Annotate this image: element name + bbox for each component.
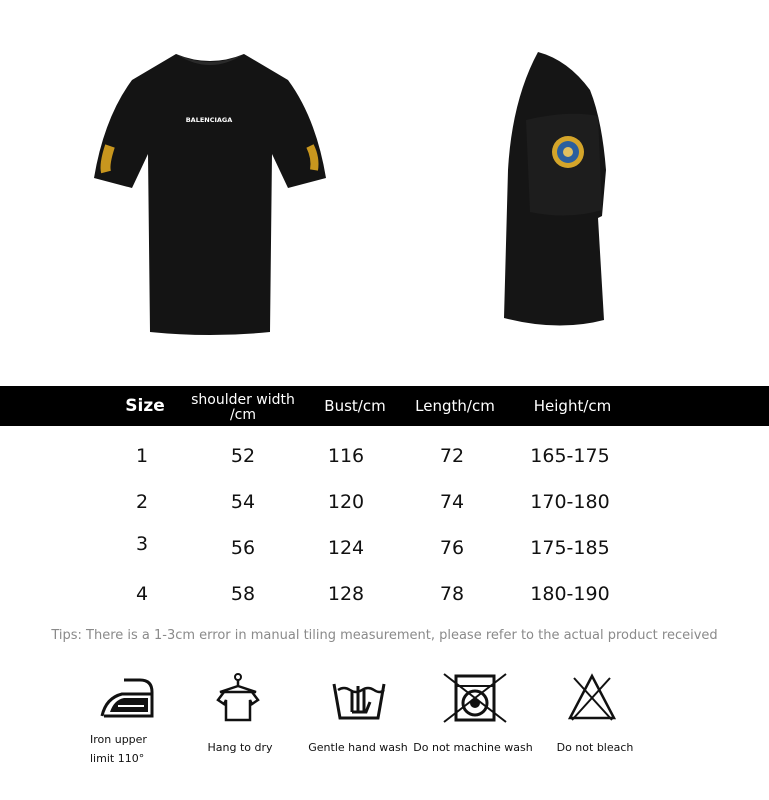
cell-size: 1	[135, 445, 149, 467]
product-images	[0, 0, 769, 385]
measurement-tip: Tips: There is a 1-3cm error in manual tiling measurement, please refer to the actual product received	[51, 628, 718, 643]
header-shoulder	[180, 388, 306, 428]
cell-length: 74	[439, 491, 465, 513]
hand-wash-icon	[330, 672, 388, 722]
table-row	[0, 438, 769, 474]
hand-wash-label: Gentle hand wash	[308, 741, 408, 754]
table-row	[0, 530, 769, 566]
cell-bust: 116	[327, 445, 365, 467]
cell-length: 72	[439, 445, 465, 467]
iron-label-line2: limit 110°	[90, 752, 145, 765]
header-height: Height/cm	[533, 397, 612, 415]
cell-shoulder: 56	[230, 537, 256, 559]
tshirt-side-image	[498, 50, 610, 332]
iron-label-line1: Iron upper	[90, 733, 147, 746]
brand-print: BALENCIAGA	[185, 116, 233, 124]
no-machine-wash-icon	[442, 672, 508, 724]
cell-bust: 124	[327, 537, 365, 559]
cell-height: 170-180	[530, 491, 610, 513]
table-row	[0, 576, 769, 612]
tshirt-front-image	[92, 46, 328, 336]
table-row	[0, 484, 769, 520]
cell-shoulder: 54	[230, 491, 256, 513]
cell-height: 165-175	[530, 445, 610, 467]
iron-icon	[98, 672, 158, 722]
cell-size: 3	[135, 533, 149, 555]
hang-dry-icon	[214, 672, 262, 724]
hang-dry-label: Hang to dry	[207, 741, 273, 754]
header-shoulder-line2: /cm	[229, 407, 257, 423]
iron-label	[90, 730, 164, 768]
header-bust: Bust/cm	[324, 397, 386, 415]
no-machine-wash-label: Do not machine wash	[413, 741, 533, 754]
no-bleach-icon	[568, 672, 616, 722]
cell-height: 175-185	[530, 537, 610, 559]
cell-length: 76	[439, 537, 465, 559]
header-shoulder-line1: shoulder width	[191, 392, 295, 408]
header-size: Size	[125, 396, 165, 416]
cell-length: 78	[439, 583, 465, 605]
header-length: Length/cm	[415, 397, 495, 415]
cell-size: 2	[135, 491, 149, 513]
cell-bust: 120	[327, 491, 365, 513]
cell-size: 4	[135, 583, 149, 605]
no-bleach-label: Do not bleach	[556, 741, 634, 754]
cell-shoulder: 58	[230, 583, 256, 605]
size-table-header	[0, 386, 769, 426]
cell-height: 180-190	[530, 583, 610, 605]
cell-bust: 128	[327, 583, 365, 605]
cell-shoulder: 52	[230, 445, 256, 467]
